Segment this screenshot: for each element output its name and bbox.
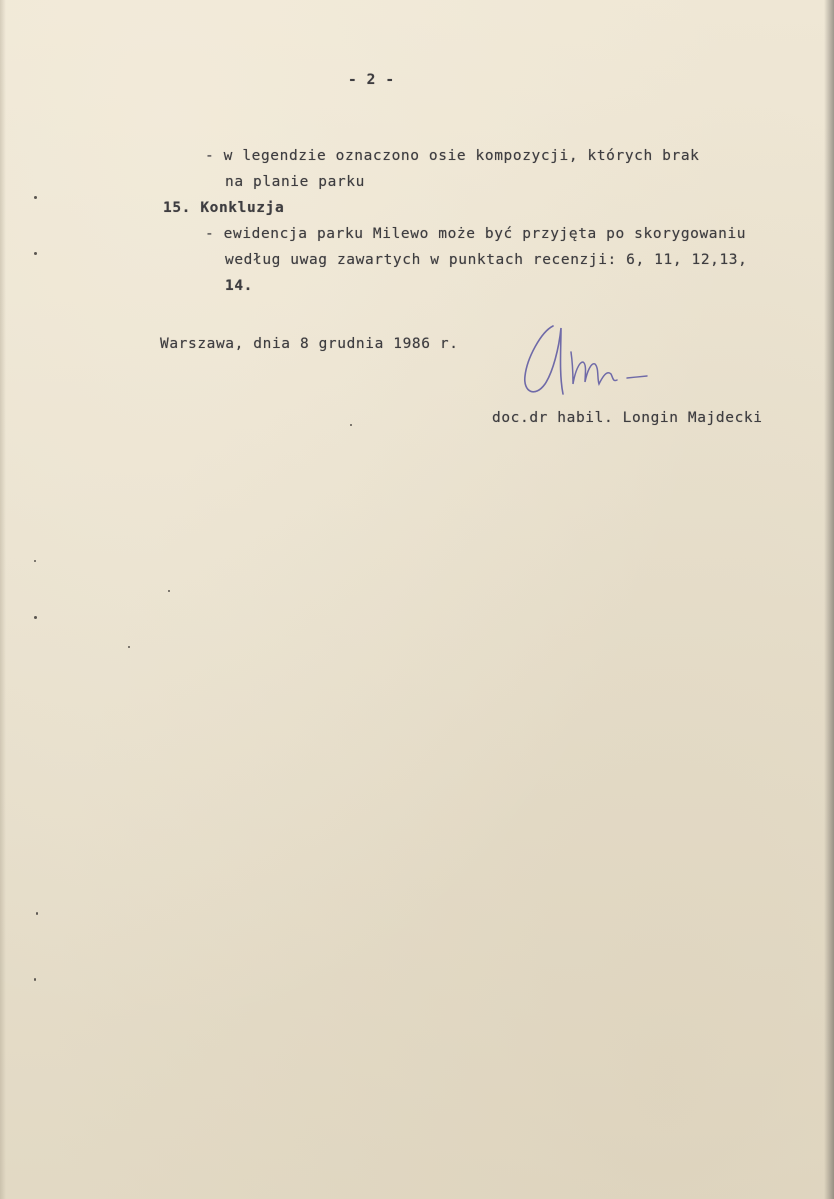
text-line-legend-note-cont: na planie parku [225,174,365,190]
paper-right-edge [824,0,834,1199]
paper-left-edge [0,0,6,1199]
text-line-legend-note: - w legendzie oznaczono osie kompozycji, których brak [205,148,700,164]
place-and-date: Warszawa, dnia 8 grudnia 1986 r. [160,336,459,352]
text-line-conclusion-cont: według uwag zawartych w punktach recenzji: 6, 11, 12,13, [225,252,748,268]
text-line-conclusion: - ewidencja parku Milewo może być przyjęta po skorygowaniu [205,226,747,242]
page-number: - 2 - [348,72,395,88]
section-heading-conclusion: 15. Konkluzja [163,200,285,216]
text-line-conclusion-end: 14. [225,278,253,294]
signer-name: doc.dr habil. Longin Majdecki [492,410,763,426]
handwritten-signature [515,318,675,404]
